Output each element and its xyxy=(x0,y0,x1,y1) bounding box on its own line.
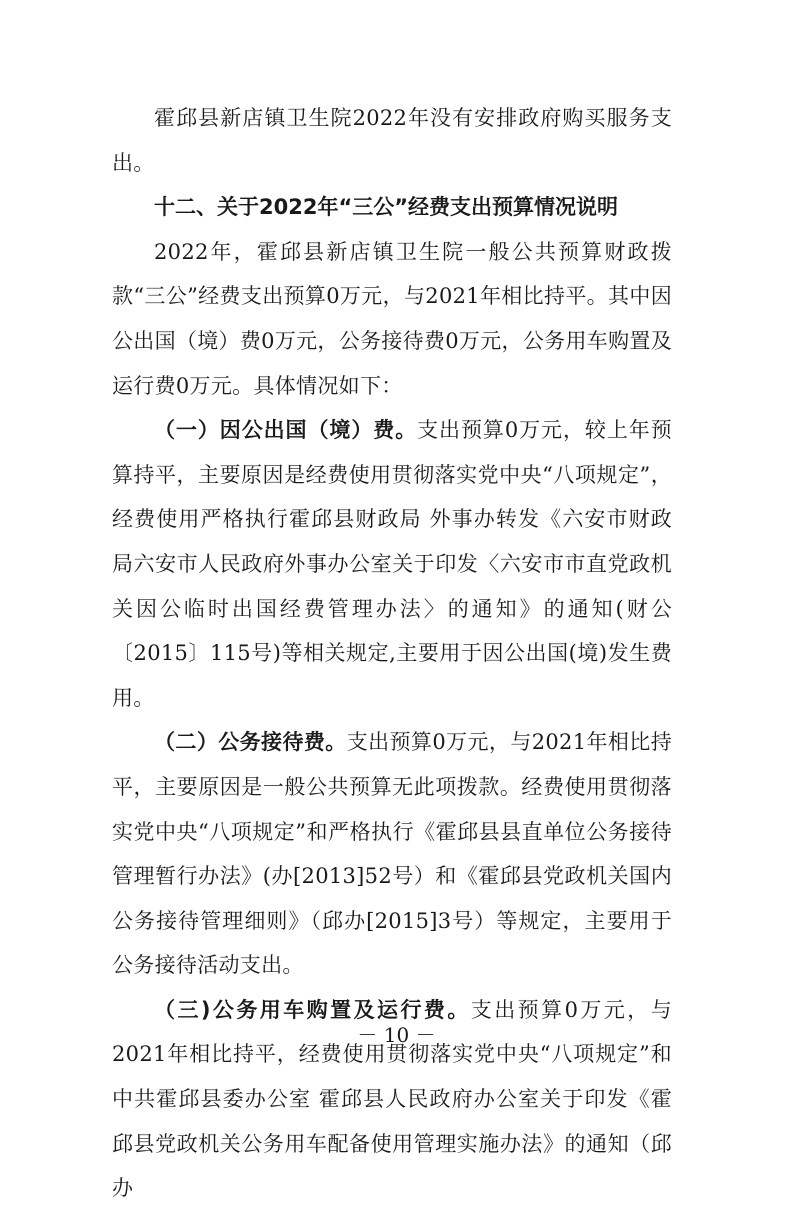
subsection-body-vehicles: 支出预算0万元，与2021年相比持平，经费使用贯彻落实党中央“八项规定”和中共霍邱县委办公室 霍邱县人民政府办公室关于印发《霍邱县党政机关公务用车配备使用管理实施办法》的通知（邱办 xyxy=(112,997,672,1201)
subsection-lead-vehicles: （三)公务用车购置及运行费。 xyxy=(154,997,471,1022)
paragraph-procurement: 霍邱县新店镇卫生院2022年没有安排政府购买服务支出。 xyxy=(112,106,672,175)
paragraph-official-reception xyxy=(112,720,672,988)
subsection-lead-overseas: （一）因公出国（境）费。 xyxy=(154,418,418,443)
subsection-lead-reception: （二）公务接待费。 xyxy=(154,730,347,755)
paragraph-summary: 2022年，霍邱县新店镇卫生院一般公共预算财政拨款“三公”经费支出预算0万元，与2021年相比持平。其中因公出国（境）费0万元，公务接待费0万元，公务用车购置及运行费0万元。具体情况如下： xyxy=(112,239,672,398)
subsection-body-reception: 支出预算0万元，与2021年相比持平，主要原因是一般公共预算无此项拨款。经费使用贯彻落实党中央“八项规定”和严格执行《霍邱县县直单位公务接待管理暂行办法》(办[2013]52号）和《霍邱县党政机关国内公务接待管理细则》（邱办[2015]3号）等规定，主要用于公务接待活动支出。 xyxy=(112,730,673,978)
page-number: － 10 － xyxy=(357,1023,436,1047)
subsection-body-overseas: 支出预算0万元，较上年预算持平，主要原因是经费使用贯彻落实党中央“八项规定”，经费使用严格执行霍邱县财政局 外事办转发《六安市财政局六安市人民政府外事办公室关于印发〈六安市市直党政机关因公临时出国经费管理办法〉的通知》的通知(财公〔2015〕115号)等相关规定,主要用于因公出国(境)发生费用。 xyxy=(112,418,672,710)
section-heading: 十二、关于2022年“三公”经费支出预算情况说明 xyxy=(154,195,619,220)
paragraph-overseas-travel xyxy=(112,408,672,720)
